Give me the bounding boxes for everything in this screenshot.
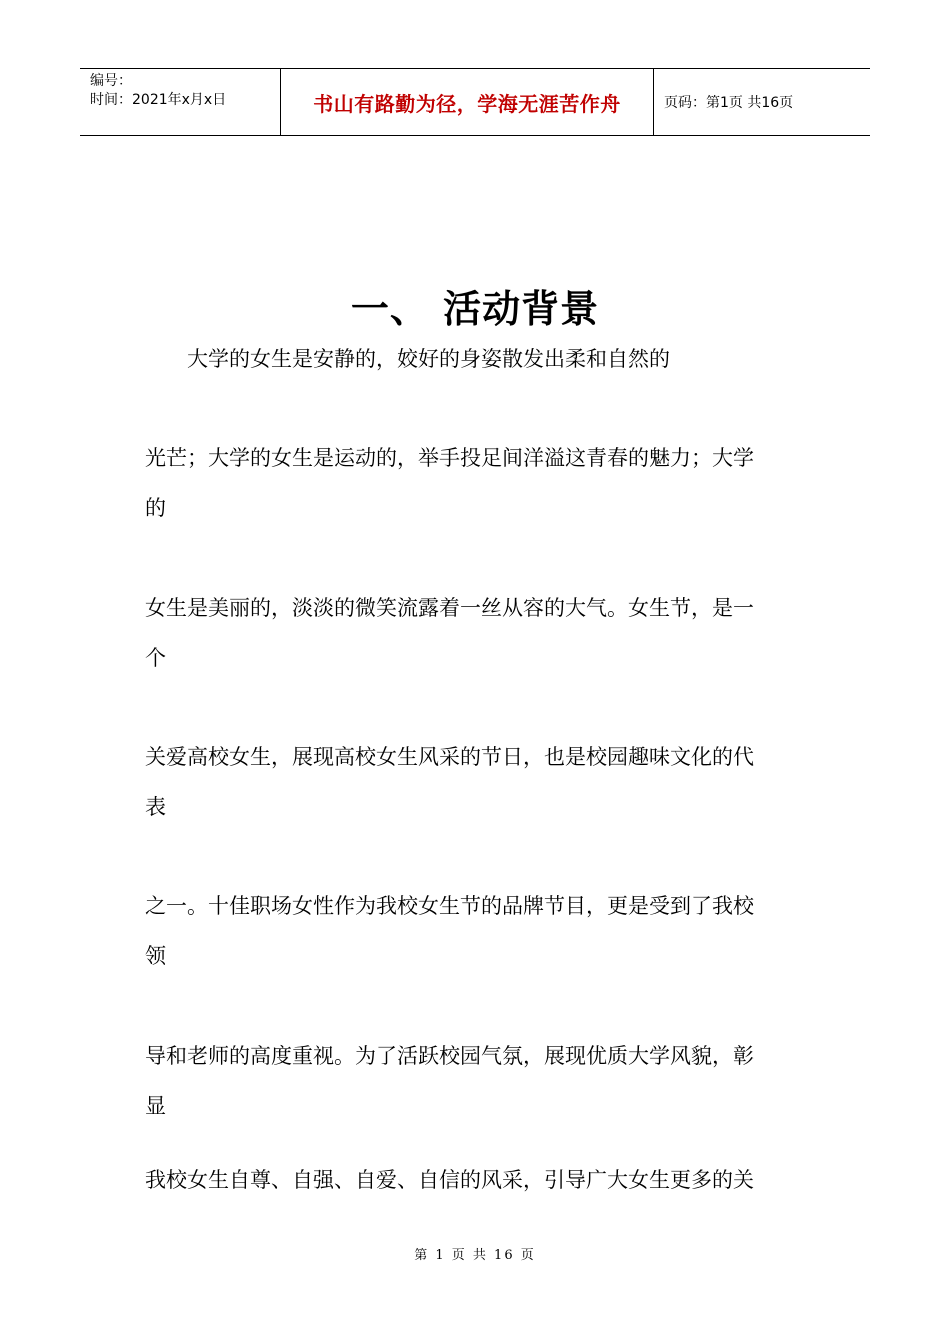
body-line: 表 bbox=[145, 795, 166, 819]
header-motto-cell bbox=[281, 69, 654, 135]
body-line: 个 bbox=[145, 646, 166, 670]
page-footer: 第 1 页 共 16 页 bbox=[414, 1248, 536, 1263]
body-line: 关爱高校女生，展现高校女生风采的节日，也是校园趣味文化的代 bbox=[145, 745, 754, 769]
document-code-label: 编号： bbox=[90, 73, 132, 89]
body-line: 导和老师的高度重视。为了活跃校园气氛，展现优质大学风貌，彰 bbox=[145, 1044, 754, 1068]
header-info-cell bbox=[80, 69, 281, 135]
body-line: 我校女生自尊、自强、自爱、自信的风采，引导广大女生更多的关 bbox=[145, 1168, 754, 1192]
header-page-code: 页码：第1页 共16页 bbox=[664, 95, 794, 111]
body-line: 显 bbox=[145, 1094, 166, 1118]
body-line: 光芒；大学的女生是运动的，举手投足间洋溢这青春的魅力；大学 bbox=[145, 446, 754, 470]
header-page-cell bbox=[654, 69, 870, 135]
body-line: 之一。十佳职场女性作为我校女生节的品牌节目，更是受到了我校 bbox=[145, 894, 754, 918]
body-line: 大学的女生是安静的，姣好的身姿散发出柔和自然的 bbox=[187, 347, 670, 371]
body-line: 领 bbox=[145, 944, 166, 968]
section-title: 一、 活动背景 bbox=[350, 287, 600, 331]
body-line: 的 bbox=[145, 496, 166, 520]
header-motto: 书山有路勤为径，学海无涯苦作舟 bbox=[313, 91, 621, 116]
document-header bbox=[80, 68, 870, 136]
body-line: 女生是美丽的，淡淡的微笑流露着一丝从容的大气。女生节，是一 bbox=[145, 596, 754, 620]
document-time-label: 时间：2021年x月x日 bbox=[90, 92, 227, 108]
